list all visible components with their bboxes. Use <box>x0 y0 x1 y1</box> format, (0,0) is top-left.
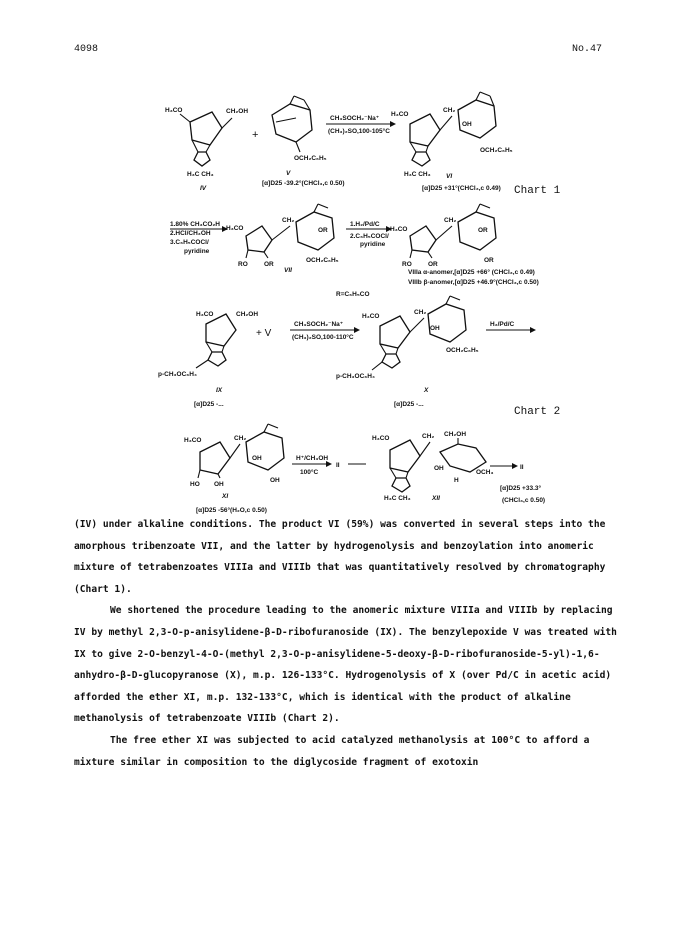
viii-ro-label: RO <box>402 261 412 268</box>
row1-reagent-top: CH₃SOCH₂⁻Na⁺ <box>330 115 380 122</box>
xi-ch2-label: CH₂ <box>234 435 247 442</box>
reaction-arrow-3 <box>290 321 360 341</box>
hydrogenolysis-arrow <box>486 321 536 333</box>
xi-oh-label: OH <box>214 481 224 488</box>
compound-v-label: V <box>286 170 291 177</box>
xi-ho-label: HO <box>190 481 200 488</box>
x-anisyl-label: p-CH₃OC₆H₄ <box>336 373 376 380</box>
page-number: 4098 <box>74 44 99 55</box>
vi-oh-label: OH <box>462 121 472 128</box>
reaction-arrow-2 <box>346 221 392 248</box>
row2-step-4: pyridine <box>184 248 210 255</box>
vii-or-label: OR <box>264 261 274 268</box>
row2-reagent-top: 1.H₂/Pd/C <box>350 221 380 228</box>
xii-och3-label: OCH₃ <box>476 469 494 476</box>
ix-rotation: [α]D25 -... <box>194 401 224 408</box>
ix-ch2oh-label: CH₂OH <box>236 311 259 318</box>
compound-vii-label: VII <box>284 267 292 274</box>
xi-rotation: [α]D25 -56°(H₂O,c 0.50) <box>196 507 267 514</box>
row2-step-1: 1.80% CH₃CO₂H <box>170 221 220 228</box>
compound-vi-structure <box>391 92 513 192</box>
journal-number: No.47 <box>572 44 603 55</box>
ix-anisyl-label: p-CH₃OC₆H₄ <box>158 371 198 378</box>
compound-ix-structure <box>158 311 258 408</box>
vi-rotation: [α]D25 +31°(CHCl₃,c 0.49) <box>422 185 501 192</box>
plus-v-sign: + V <box>256 328 272 339</box>
reaction-arrow-1 <box>326 115 396 135</box>
plus-sign-1: + <box>252 129 259 141</box>
x-h3co-label: H₃CO <box>362 313 380 320</box>
compound-xii-structure <box>372 431 545 504</box>
ix-h3co-label: H₃CO <box>196 311 214 318</box>
vii-or2-label: OR <box>318 227 328 234</box>
final-rotation: [α]D25 +33.3° <box>500 485 542 492</box>
vi-h3c-ch3-label: H₃C CH₃ <box>404 171 431 178</box>
v-och2c6h5-label: OCH₂C₆H₅ <box>294 155 327 162</box>
compound-x-label: X <box>424 387 429 394</box>
viiib-rotation: VIIIb β-anomer,[α]D25 +46.9°(CHCl₃,c 0.50) <box>408 279 539 286</box>
row1-reagent-bottom: (CH₃)₂SO,100-105°C <box>328 128 390 135</box>
compound-viii-structure <box>390 204 539 286</box>
compound-iv-structure <box>165 107 248 192</box>
iv-h3co-label: H₃CO <box>165 107 183 114</box>
compound-vii-structure <box>226 204 339 274</box>
vi-h3co-label: H₃CO <box>391 111 409 118</box>
xi-oh2-label: OH <box>252 455 262 462</box>
compound-xii-label: XII <box>432 495 440 502</box>
paragraph-3: The free ether XI was subjected to acid catalyzed methanolysis at 100°C to afford a mixture similar in composition to the diglycoside fragment of exotoxin <box>74 734 590 768</box>
xii-h-label: H <box>454 477 459 484</box>
row3-reagent-bottom: (CH₃)₂SO,100-110°C <box>292 334 354 341</box>
vii-h3co-label: H₃CO <box>226 225 244 232</box>
compound-iv-label: IV <box>200 185 207 192</box>
iv-ch2oh-label: CH₂OH <box>226 108 249 115</box>
row2-steps <box>170 221 228 255</box>
paragraph-1: (IV) under alkaline conditions. The product VI (59%) was converted in several steps into the amorphous tribenzoate VII, and the latter by hydrogenolysis and benzoylation into anomeric mixture of tetrabenzoates VIIIa and VIIIb that was quantitatively resolved by chromatography (Chart 1). <box>74 519 606 595</box>
final-rotation-conditions: (CHCl₃,c 0.50) <box>502 497 546 504</box>
compound-xi-label: XI <box>222 493 229 500</box>
vi-och2c6h5-label: OCH₂C₆H₅ <box>480 147 513 154</box>
vii-och2c6h5-label: OCH₂C₆H₅ <box>306 257 339 264</box>
chart-1-label: Chart 1 <box>514 185 561 197</box>
paragraph-2: We shortened the procedure leading to the anomeric mixture VIIIa and VIIIb by replacing IV by methyl 2,3-O-p-anisylidene-β-D-ribofuranoside (IX). The benzylepoxide V was treated with IX to give 2-O-benzyl-4-O-(methyl 2,3-O-p-anisylidene-5-deoxy-β-D-ribofuranoside-5-yl)-1,6-anhydro-β-D-glucopyranose (X), m.p. 126-133°C. Hydrogenolysis of X (over Pd/C in acetic acid) afforded the ether XI, m.p. 132-133°C, which is identical with the product of alkaline methanolysis of tetrabenzoate VIIIb (Chart 2). <box>74 605 617 725</box>
row2-reagent-mid: 2.C₆H₅COCl/ <box>350 233 389 240</box>
row4-reagent-top: H⁺/CH₃OH <box>296 455 329 462</box>
x-och2c6h5-label: OCH₂C₆H₅ <box>446 347 479 354</box>
r-definition: R=C₆H₅CO <box>336 291 370 298</box>
xii-h3c-ch3-label: H₃C CH₃ <box>384 495 411 502</box>
xii-ch2-label: CH₂ <box>422 433 435 440</box>
chart-2-label: Chart 2 <box>514 406 561 418</box>
row2-step-2: 2.HCl/CH₃OH <box>170 230 211 237</box>
xii-oh-label: OH <box>434 465 444 472</box>
x-rotation: [α]D25 -... <box>394 401 424 408</box>
vi-ch2-label: CH₂ <box>443 107 456 114</box>
iv-h3c-ch3-label: H₃C CH₃ <box>187 171 214 178</box>
row2-reagent-bot: pyridine <box>360 241 386 248</box>
compound-vi-label: VI <box>446 173 453 180</box>
final-product-label: II <box>520 464 524 471</box>
x-oh-label: OH <box>430 325 440 332</box>
viii-or-label: OR <box>428 261 438 268</box>
xii-ch2oh-label: CH₂OH <box>444 431 467 438</box>
row2-step-3: 3.C₆H₅COCl/ <box>170 239 209 246</box>
body-text <box>74 514 622 773</box>
xii-h3co-label: H₃CO <box>372 435 390 442</box>
vii-ro-label: RO <box>238 261 248 268</box>
row4-arrow-label: II <box>336 462 340 469</box>
xi-oh3-label: OH <box>270 477 280 484</box>
viii-ch2-label: CH₂ <box>444 217 457 224</box>
compound-v-structure <box>262 96 345 187</box>
x-ch2-label: CH₂ <box>414 309 427 316</box>
compound-x-structure <box>336 296 479 408</box>
row3-reagent-top: CH₃SOCH₂⁻Na⁺ <box>294 321 344 328</box>
compound-xi-structure <box>184 424 284 514</box>
compound-ix-label: IX <box>216 387 223 394</box>
viii-or2-label: OR <box>478 227 488 234</box>
viiia-rotation: VIIIa α-anomer,[α]D25 +66° (CHCl₃,c 0.49) <box>408 269 535 276</box>
viii-or3-label: OR <box>484 257 494 264</box>
vii-ch2-label: CH₂ <box>282 217 295 224</box>
v-rotation: [α]D25 -39.2°(CHCl₃,c 0.50) <box>262 180 345 187</box>
viii-h3co-label: H₃CO <box>390 226 408 233</box>
row4-reagent-bottom: 100°C <box>300 469 319 476</box>
reaction-arrow-4 <box>292 455 366 476</box>
xi-h3co-label: H₃CO <box>184 437 202 444</box>
row3-hydrog-label: H₂/Pd/C <box>490 321 515 328</box>
